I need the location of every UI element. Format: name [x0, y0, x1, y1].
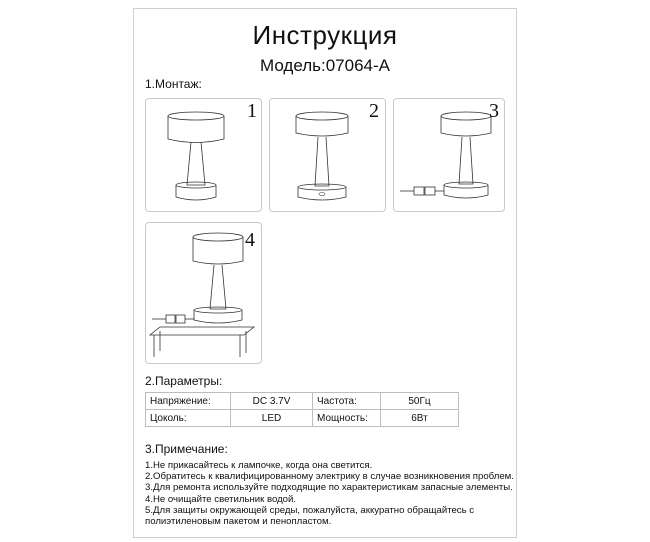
section-mounting-heading: 1.Монтаж: — [145, 77, 202, 91]
param-label-voltage: Напряжение: — [146, 393, 231, 410]
param-value-socket: LED — [231, 410, 313, 427]
note-item: 5.Для защиты окружающей среды, пожалуйста, аккуратно обращайтесь с — [145, 504, 475, 516]
param-value-voltage: DC 3.7V — [231, 393, 313, 410]
step-2-panel — [269, 98, 386, 212]
param-label-frequency: Частота: — [313, 393, 381, 410]
note-item: полиэтиленовым пакетом и пенопластом. — [145, 516, 332, 528]
step-3-panel — [393, 98, 505, 212]
model-number: Модель:07064-A — [259, 56, 390, 75]
step-number-4: 4 — [245, 229, 255, 251]
note-item: 3.Для ремонта используйте подходящие по характеристикам запасные элементы. — [145, 482, 513, 494]
note-item: 2.Обратитесь к квалифицированному электрику в случае возникновения проблем. — [145, 471, 514, 483]
note-item: 4.Не очищайте светильник водой. — [145, 493, 297, 505]
section-parameters-heading: 2.Параметры: — [145, 374, 223, 388]
param-label-socket: Цоколь: — [146, 410, 231, 427]
step-number-2: 2 — [369, 100, 379, 122]
step-number-1: 1 — [247, 100, 257, 122]
table-row — [146, 410, 459, 427]
param-value-frequency: 50Гц — [381, 393, 459, 410]
lamp-illustration-1 — [146, 99, 263, 213]
step-number-3: 3 — [489, 100, 499, 122]
section-notes-heading: 3.Примечание: — [145, 442, 228, 456]
note-item: 1.Не прикасайтесь к лампочке, когда она светится. — [145, 460, 373, 471]
table-row — [146, 393, 459, 410]
step-1-panel — [145, 98, 262, 212]
step-4-panel — [145, 222, 262, 364]
param-label-power: Мощность: — [313, 410, 381, 427]
parameters-table — [145, 392, 459, 427]
notes-list — [145, 460, 514, 527]
param-value-power: 6Вт — [381, 410, 459, 427]
page-title: Инструкция — [252, 20, 398, 50]
